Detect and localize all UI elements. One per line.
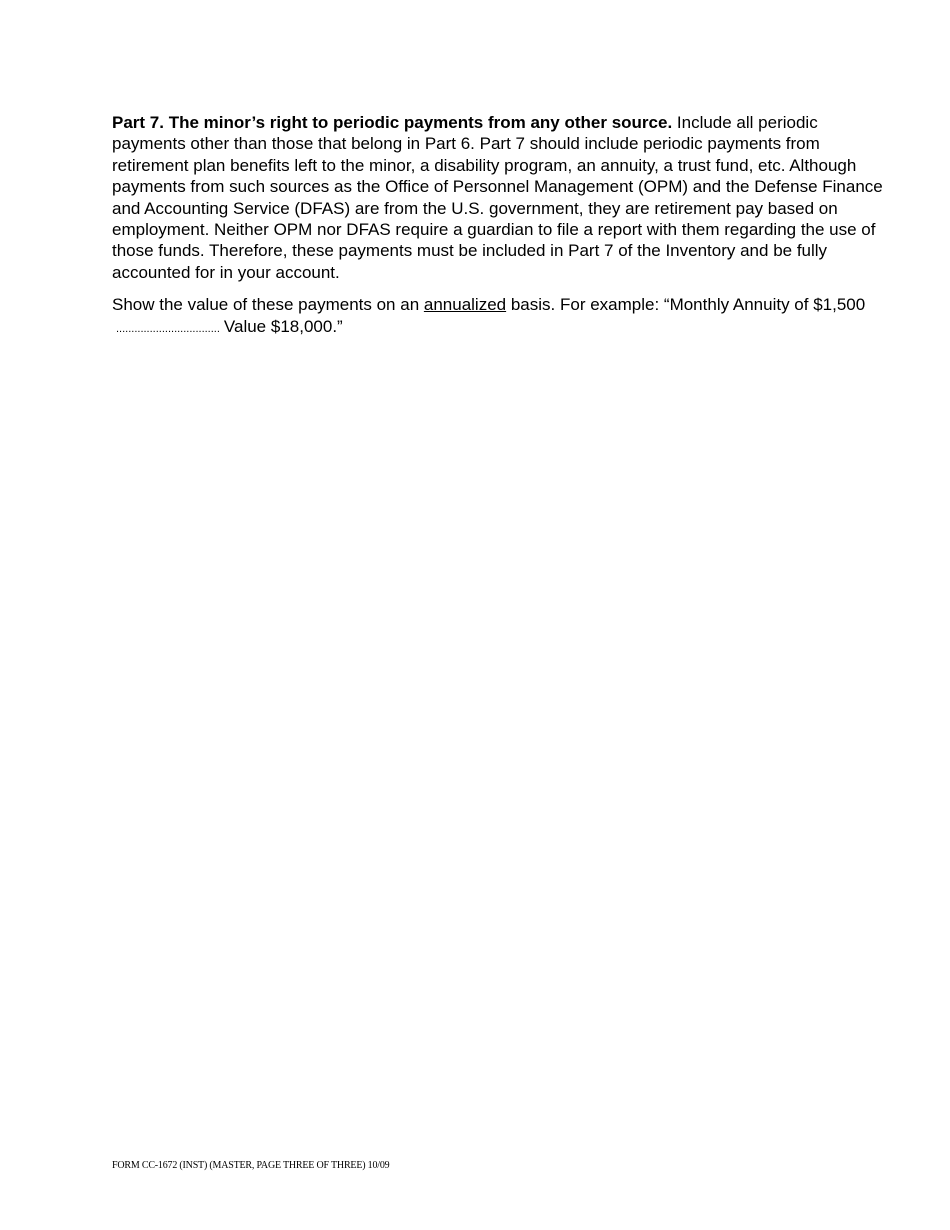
annualized-term: annualized — [423, 295, 507, 315]
example-after-text: basis. For example: “Monthly Annuity of $1,500 — [506, 295, 866, 315]
dot-leader: .................................. — [116, 322, 220, 335]
document-body — [112, 112, 887, 351]
example-value-text: Value $18,000.” — [223, 316, 343, 336]
form-footer: FORM CC-1672 (INST) (MASTER, PAGE THREE OF THREE) 10/09 — [112, 1160, 390, 1171]
example-lead-text: Show the value of these payments on an — [112, 295, 424, 315]
part7-paragraph — [112, 112, 887, 283]
annualized-example-paragraph — [112, 294, 887, 340]
part7-heading: Part 7. The minor’s right to periodic payments from any other source. — [112, 113, 673, 132]
part7-body-text: Include all periodic payments other than those that belong in Part 6. Part 7 should include periodic payments from retirement plan benefits left to the minor, a disability program, an annuity, a trust fund, etc. Although payments from such sources as the Office of Personnel Management (OPM) and the Defense Finance and Accounting Service (DFAS) are from the U.S. government, they are retirement pay based on employment. Neither OPM nor DFAS require a guardian to file a report with them regarding the use of those funds. Therefore, these payments must be included in Part 7 of the Inventory and be fully accounted for in your account. — [112, 113, 883, 282]
